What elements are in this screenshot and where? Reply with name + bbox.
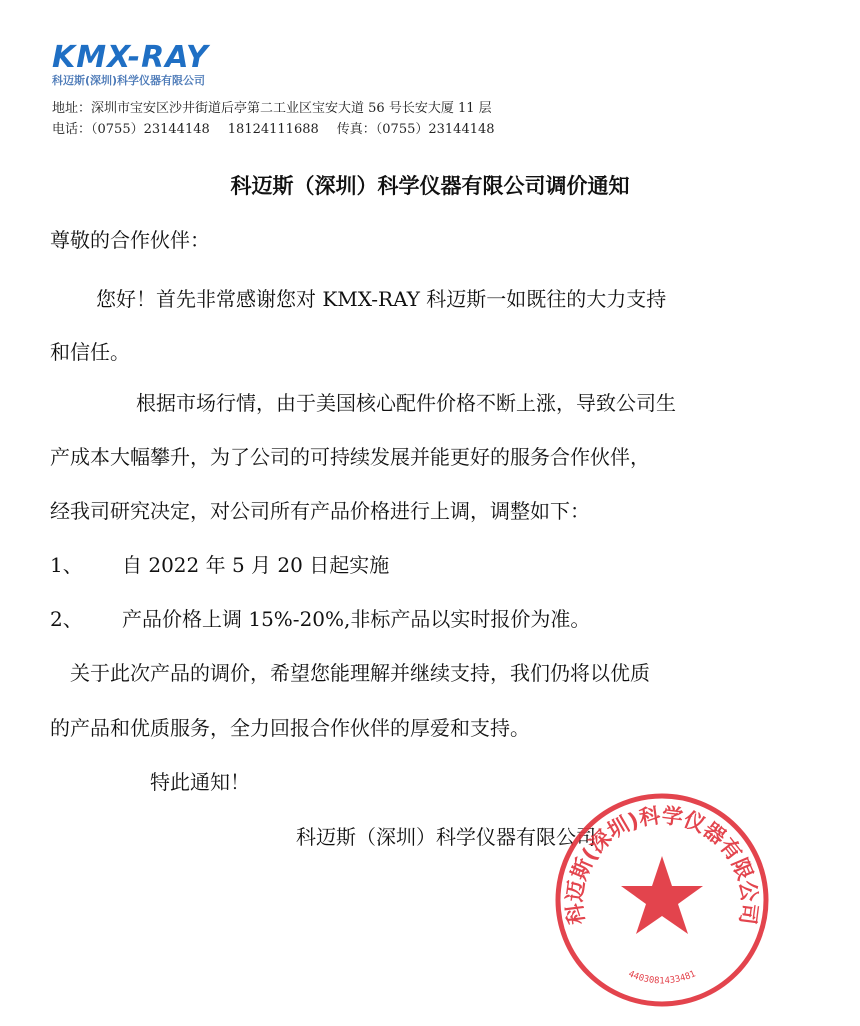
- paragraph-1-line-2: 和信任。: [50, 340, 130, 364]
- list-item: [50, 607, 590, 632]
- paragraph-1-line-1: 您好！首先非常感谢您对 KMX-RAY 科迈斯一如既往的大力支持: [96, 287, 667, 311]
- logo-subtitle: 科迈斯(深圳)科学仪器有限公司: [52, 74, 206, 87]
- address-text: 深圳市宝安区沙井街道后亭第二工业区宝安大道 56 号长安大厦 11 层: [91, 101, 492, 116]
- paragraph-2-line-3: 经我司研究决定，对公司所有产品价格进行上调，调整如下：: [50, 499, 590, 523]
- list-item-number: 2、: [50, 607, 83, 631]
- star-icon: [621, 856, 703, 934]
- contact-info: [52, 98, 495, 140]
- list-item-text: 自 2022 年 5 月 20 日起实施: [122, 553, 390, 577]
- list-item: [50, 553, 389, 578]
- list-item-number: 1、: [50, 553, 83, 577]
- page-title: 科迈斯（深圳）科学仪器有限公司调价通知: [230, 174, 630, 198]
- logo-text: KMX-RAY: [52, 40, 209, 75]
- closing-remark: 特此通知！: [150, 770, 250, 794]
- seal-text: 科迈斯(深圳)科学仪器有限公司: [562, 803, 762, 926]
- signature: 科迈斯（深圳）科学仪器有限公司: [296, 825, 596, 849]
- phone-2: 18124111688: [227, 122, 319, 137]
- fax-number: （0755）23144148: [375, 122, 495, 137]
- seal-code: 4403081433481: [626, 969, 698, 987]
- company-seal-stamp: [552, 790, 772, 1010]
- company-logo: [52, 40, 209, 88]
- address-line: [52, 98, 495, 119]
- address-label: 地址：: [52, 101, 92, 116]
- fax-label: 传真：: [336, 122, 376, 137]
- paragraph-3-line-2: 的产品和优质服务，全力回报合作伙伴的厚爱和支持。: [50, 716, 530, 740]
- phone-line: [52, 119, 495, 140]
- salutation: 尊敬的合作伙伴：: [50, 228, 210, 252]
- paragraph-3-line-1: 关于此次产品的调价，希望您能理解并继续支持，我们仍将以优质: [70, 661, 650, 685]
- paragraph-2-line-2: 产成本大幅攀升，为了公司的可持续发展并能更好的服务合作伙伴，: [50, 445, 650, 469]
- phone-1: （0755）23144148: [91, 122, 210, 137]
- paragraph-2-line-1: 根据市场行情，由于美国核心配件价格不断上涨，导致公司生: [136, 391, 676, 415]
- phone-label: 电话：: [52, 122, 92, 137]
- list-item-text: 产品价格上调 15%-20%,非标产品以实时报价为准。: [122, 607, 591, 631]
